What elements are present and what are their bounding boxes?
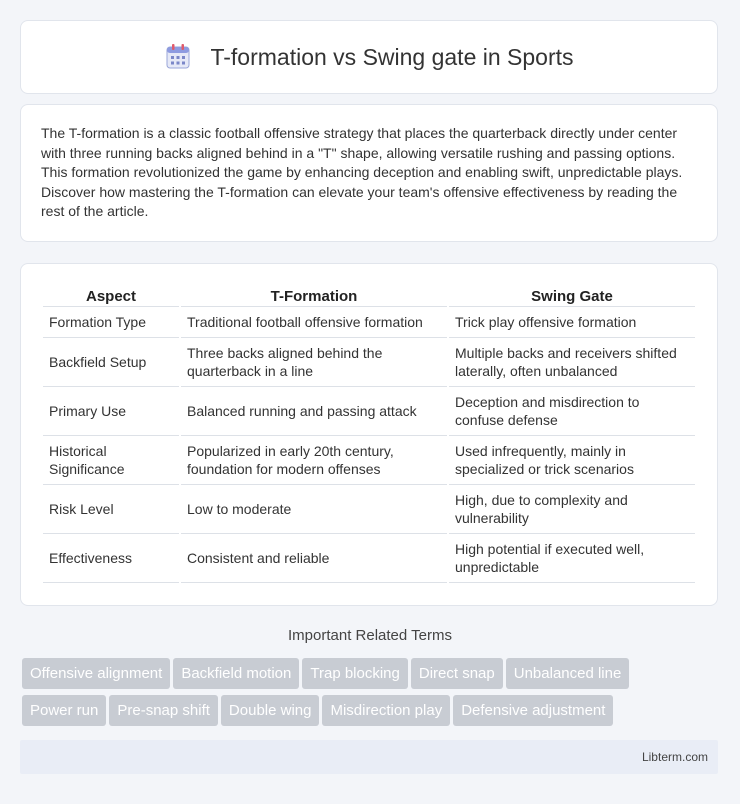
row-swing-gate: Trick play offensive formation <box>449 307 695 338</box>
row-aspect: Historical Significance <box>43 436 179 485</box>
row-swing-gate: High, due to complexity and vulnerability <box>449 485 695 534</box>
header-aspect: Aspect <box>43 286 179 307</box>
row-aspect: Primary Use <box>43 387 179 436</box>
table-row <box>43 307 695 338</box>
row-t-formation: Low to moderate <box>181 485 447 534</box>
tag-pre-snap-shift[interactable]: Pre-snap shift <box>109 695 218 726</box>
footer-site-link[interactable]: Libterm.com <box>641 750 708 764</box>
header-swing-gate: Swing Gate <box>449 286 695 307</box>
intro-text: The T-formation is a classic football offensive strategy that places the quarterback directly under center with three running backs aligned behind in a "T" shape, allowing versatile rushing and passing options. This formation revolutionized the game by enhancing deception and enabling swift, unpredictable plays. Discover how mastering the T-formation can elevate your team's offensive effectiveness by reading the rest of the article. <box>41 125 683 219</box>
header-t-formation: T-Formation <box>181 286 447 307</box>
comparison-table-card <box>20 263 718 606</box>
related-terms-tags <box>22 658 722 732</box>
tag-unbalanced-line[interactable]: Unbalanced line <box>506 658 630 689</box>
intro-card <box>20 104 718 242</box>
row-t-formation: Three backs aligned behind the quarterback in a line <box>181 338 447 387</box>
row-aspect: Effectiveness <box>43 534 179 583</box>
row-aspect: Risk Level <box>43 485 179 534</box>
table-row <box>43 485 695 534</box>
row-aspect: Formation Type <box>43 307 179 338</box>
row-aspect: Backfield Setup <box>43 338 179 387</box>
tag-backfield-motion[interactable]: Backfield motion <box>173 658 299 689</box>
tag-power-run[interactable]: Power run <box>22 695 106 726</box>
tag-double-wing[interactable]: Double wing <box>221 695 320 726</box>
tag-direct-snap[interactable]: Direct snap <box>411 658 503 689</box>
row-t-formation: Popularized in early 20th century, foundation for modern offenses <box>181 436 447 485</box>
footer <box>20 740 718 774</box>
header-card <box>20 20 718 94</box>
row-swing-gate: Multiple backs and receivers shifted laterally, often unbalanced <box>449 338 695 387</box>
tag-trap-blocking[interactable]: Trap blocking <box>302 658 408 689</box>
row-t-formation: Consistent and reliable <box>181 534 447 583</box>
row-t-formation: Traditional football offensive formation <box>181 307 447 338</box>
row-t-formation: Balanced running and passing attack <box>181 387 447 436</box>
table-row <box>43 436 695 485</box>
calendar-icon <box>164 43 192 71</box>
table-row <box>43 534 695 583</box>
page-title: T-formation vs Swing gate in Sports <box>210 43 574 70</box>
tag-defensive-adjustment[interactable]: Defensive adjustment <box>453 695 613 726</box>
comparison-table <box>41 286 697 583</box>
table-row <box>43 338 695 387</box>
row-swing-gate: Used infrequently, mainly in specialized or trick scenarios <box>449 436 695 485</box>
table-row <box>43 387 695 436</box>
table-header-row <box>43 286 695 307</box>
related-terms-title: Important Related Terms <box>288 627 452 644</box>
tag-offensive-alignment[interactable]: Offensive alignment <box>22 658 170 689</box>
row-swing-gate: Deception and misdirection to confuse defense <box>449 387 695 436</box>
tag-misdirection-play[interactable]: Misdirection play <box>322 695 450 726</box>
row-swing-gate: High potential if executed well, unpredictable <box>449 534 695 583</box>
